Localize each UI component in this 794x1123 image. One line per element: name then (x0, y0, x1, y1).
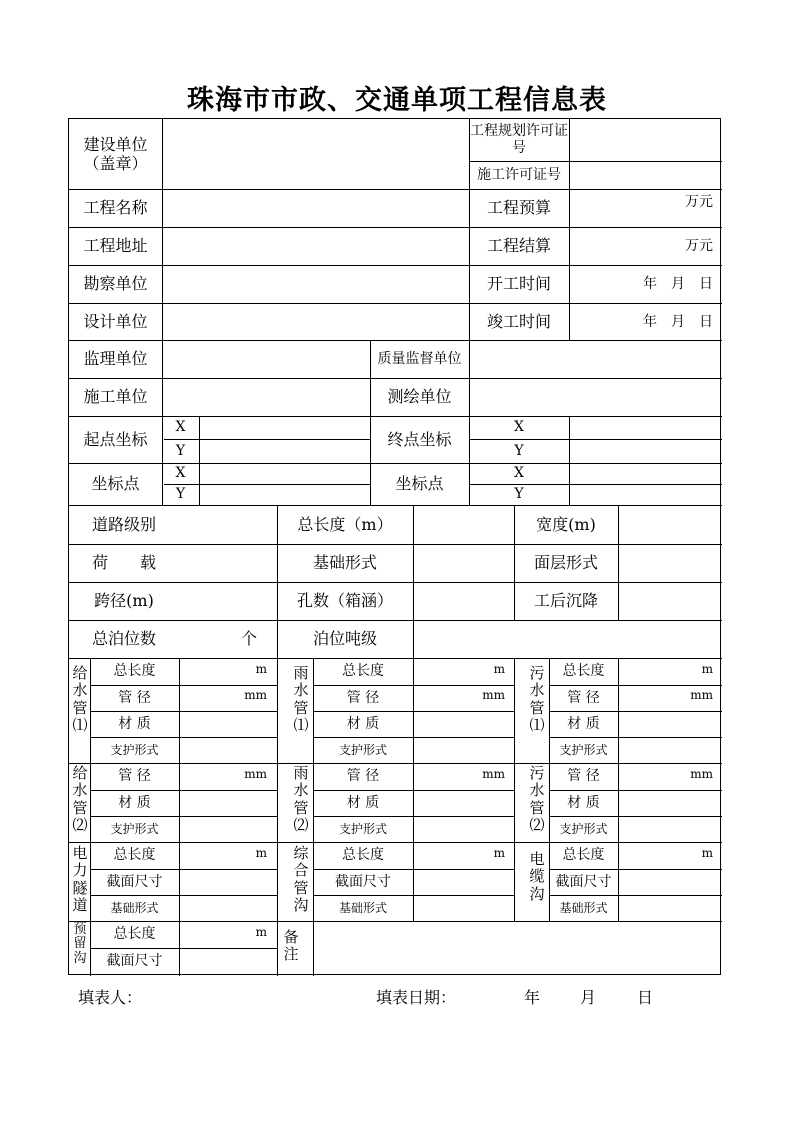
coord-y: Y (514, 486, 524, 503)
total-length-label: 总长度 (342, 847, 384, 864)
cable-trench-label: 电缆沟 (529, 850, 545, 903)
unit-mm: mm (690, 688, 713, 702)
diameter-label: 管 径 (346, 768, 380, 785)
coord-x: X (175, 465, 186, 482)
material-label: 材 质 (118, 715, 151, 732)
unit-m: m (493, 846, 505, 860)
reserved-trench-label: 预留沟 (73, 922, 87, 966)
unit-m: m (255, 925, 267, 939)
total-length-label: 总长度 (113, 663, 156, 680)
diameter-label: 管 径 (346, 689, 380, 706)
foundation-label: 基础形式 (110, 900, 159, 915)
remark-label: 备注 (283, 928, 299, 964)
combined-trench-label: 综合管沟 (293, 844, 309, 914)
material-label: 材 质 (346, 794, 380, 811)
water-pipe-2-label: 给水管⑵ (72, 764, 88, 834)
unit-mm: mm (244, 688, 267, 702)
support-type-label: 支护形式 (338, 742, 387, 757)
unit-m: m (701, 662, 713, 676)
survey-unit-label: 勘察单位 (83, 274, 148, 294)
foundation-label: 基础形式 (338, 900, 387, 915)
mapping-unit-label: 测绘单位 (387, 387, 452, 407)
surface-type-label: 面层形式 (533, 553, 598, 573)
coord-x: X (514, 419, 524, 436)
budget-label: 工程预算 (486, 198, 551, 218)
quality-unit-label: 质量监督单位 (377, 350, 462, 367)
unit-mm: mm (690, 767, 713, 781)
total-length-label: 总长度（m） (297, 514, 393, 534)
builder-label-text: 建设单位 (83, 134, 148, 154)
holes-label: 孔数（箱涵） (296, 591, 393, 611)
builder-stamp-text: （盖章） (83, 154, 148, 173)
unit-m: m (493, 662, 505, 676)
total-length-label: 总长度 (342, 663, 384, 680)
coord-y: Y (175, 442, 186, 459)
budget-unit: 万元 (685, 194, 713, 210)
unit-m: m (255, 846, 267, 860)
finish-date-label: 竣工时间 (486, 311, 551, 331)
power-tunnel-label: 电力隧道 (72, 844, 88, 914)
section-size-label: 截面尺寸 (106, 953, 163, 970)
coord-x: X (514, 465, 524, 482)
sewer-pipe-2-label: 污水管⑵ (529, 764, 545, 834)
support-type-label: 支护形式 (110, 821, 159, 836)
section-size-label: 截面尺寸 (106, 873, 163, 890)
unit-m: m (701, 846, 713, 860)
total-length-label: 总长度 (562, 847, 605, 864)
section-size-label: 截面尺寸 (335, 873, 391, 890)
design-unit-label: 设计单位 (83, 311, 148, 331)
diameter-label: 管 径 (118, 689, 151, 706)
info-table (68, 118, 721, 975)
foundation-type-label: 基础形式 (312, 553, 377, 573)
unit-mm: mm (482, 688, 505, 702)
start-date-label: 开工时间 (486, 274, 551, 294)
filler-label: 填表人： (78, 988, 143, 1007)
total-length-label: 总长度 (113, 926, 156, 943)
supervision-unit-label: 监理单位 (83, 349, 148, 369)
berth-tonnage-label: 泊位吨级 (312, 629, 377, 649)
diameter-label: 管 径 (567, 768, 600, 785)
coord-x: X (175, 419, 186, 436)
coord-y: Y (514, 442, 524, 459)
width-label: 宽度(m) (536, 514, 596, 534)
unit-mm: mm (244, 767, 267, 781)
material-label: 材 质 (567, 794, 600, 811)
construction-unit-label: 施工单位 (83, 387, 148, 407)
coord-point-label: 坐标点 (395, 474, 444, 494)
project-name-label: 工程名称 (83, 198, 148, 218)
address-label: 工程地址 (83, 236, 148, 256)
support-type-label: 支护形式 (559, 821, 608, 836)
unit-mm: mm (482, 767, 505, 781)
start-date-value: 年 月 日 (643, 276, 713, 292)
start-coord-label: 起点坐标 (83, 429, 148, 449)
settlement-label: 工程结算 (486, 236, 551, 256)
support-type-label: 支护形式 (338, 821, 387, 836)
material-label: 材 质 (567, 715, 600, 732)
section-size-label: 截面尺寸 (555, 873, 612, 890)
berth-count-label: 总泊位数 (91, 629, 156, 649)
rain-pipe-2-label: 雨水管⑵ (293, 764, 309, 834)
rain-pipe-1-label: 雨水管⑴ (293, 664, 309, 734)
finish-date-value: 年 月 日 (643, 314, 713, 330)
total-length-label: 总长度 (113, 847, 156, 864)
fill-date-year: 年 (524, 988, 541, 1007)
end-coord-label: 终点坐标 (387, 429, 452, 449)
coord-point-label: 坐标点 (91, 474, 140, 494)
fill-date-month: 月 (580, 988, 597, 1007)
load-label: 荷 载 (91, 553, 156, 573)
foundation-label: 基础形式 (559, 900, 608, 915)
berth-unit: 个 (240, 629, 257, 649)
road-grade-label: 道路级别 (91, 514, 156, 534)
unit-m: m (255, 662, 267, 676)
water-pipe-1-label: 给水管⑴ (72, 664, 88, 734)
support-type-label: 支护形式 (110, 742, 159, 757)
material-label: 材 质 (118, 794, 151, 811)
settlement-unit: 万元 (685, 238, 713, 254)
diameter-label: 管 径 (567, 689, 600, 706)
diameter-label: 管 径 (118, 768, 151, 785)
page-title: 珠海市市政、交通单项工程信息表 (187, 85, 607, 116)
build-permit-label: 施工许可证号 (477, 166, 561, 183)
span-label: 跨径(m) (94, 591, 154, 611)
coord-y: Y (175, 486, 186, 503)
support-type-label: 支护形式 (559, 742, 608, 757)
builder-label (69, 119, 162, 189)
fill-date-label: 填表日期： (376, 988, 457, 1007)
material-label: 材 质 (346, 715, 380, 732)
fill-date-day: 日 (637, 988, 654, 1007)
post-settlement-label: 工后沉降 (533, 591, 598, 611)
sewer-pipe-1-label: 污水管⑴ (529, 664, 545, 734)
plan-permit-label: 工程规划许可证号 (470, 122, 568, 156)
total-length-label: 总长度 (562, 663, 605, 680)
